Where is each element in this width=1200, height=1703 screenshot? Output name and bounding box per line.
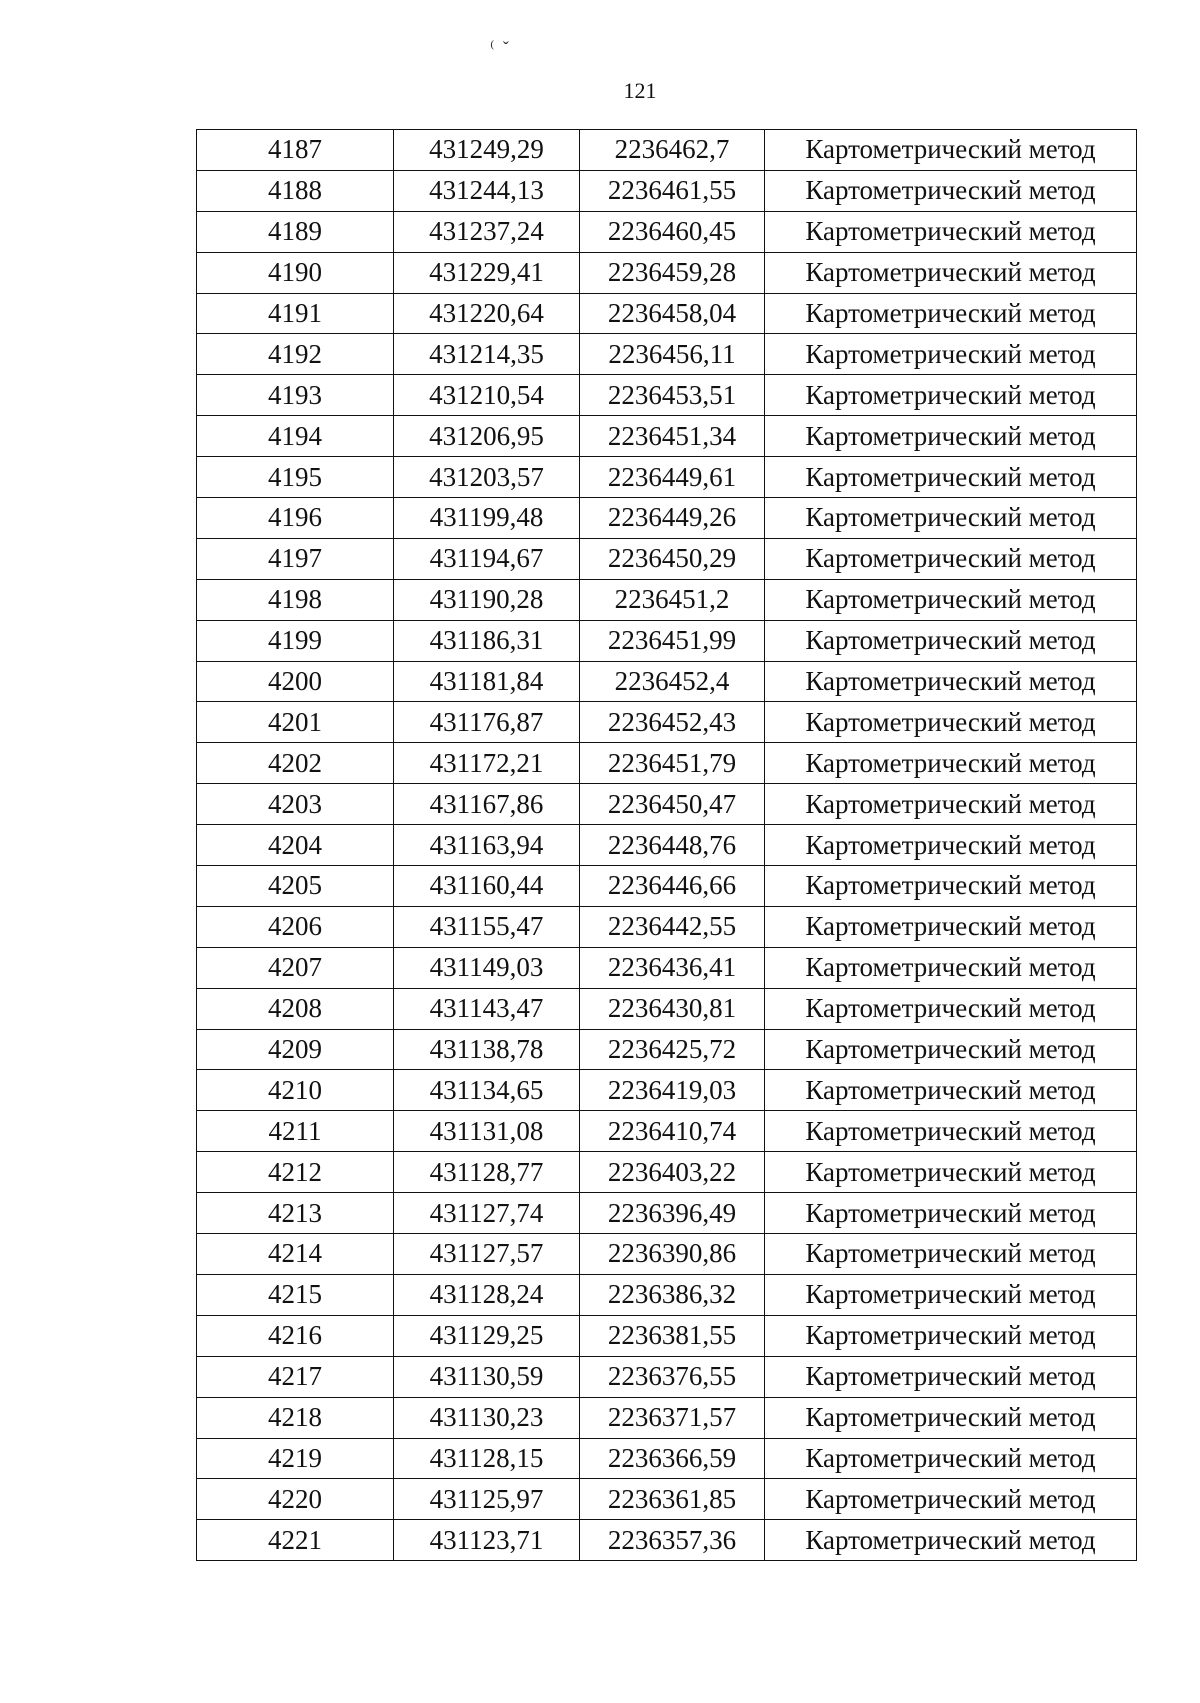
y-coordinate-cell: 2236442,55 (580, 906, 765, 947)
x-coordinate-cell: 431130,59 (394, 1356, 580, 1397)
point-number-cell: 4192 (197, 334, 394, 375)
point-number-cell: 4219 (197, 1438, 394, 1479)
table-row (197, 375, 1137, 416)
method-cell: Картометрический метод (765, 334, 1137, 375)
method-cell: Картометрический метод (765, 457, 1137, 498)
y-coordinate-cell: 2236430,81 (580, 988, 765, 1029)
method-cell: Картометрический метод (765, 947, 1137, 988)
point-number-cell: 4188 (197, 170, 394, 211)
table-row (197, 1152, 1137, 1193)
point-number-cell: 4216 (197, 1315, 394, 1356)
method-cell: Картометрический метод (765, 130, 1137, 171)
method-cell: Картометрический метод (765, 1520, 1137, 1561)
x-coordinate-cell: 431130,23 (394, 1397, 580, 1438)
method-cell: Картометрический метод (765, 1356, 1137, 1397)
method-cell: Картометрический метод (765, 293, 1137, 334)
x-coordinate-cell: 431134,65 (394, 1070, 580, 1111)
table-row (197, 620, 1137, 661)
x-coordinate-cell: 431125,97 (394, 1479, 580, 1520)
table-row (197, 825, 1137, 866)
y-coordinate-cell: 2236410,74 (580, 1111, 765, 1152)
method-cell: Картометрический метод (765, 1234, 1137, 1275)
coordinates-table (196, 129, 1137, 1561)
table-row (197, 1315, 1137, 1356)
point-number-cell: 4205 (197, 866, 394, 907)
point-number-cell: 4197 (197, 538, 394, 579)
table-row (197, 293, 1137, 334)
method-cell: Картометрический метод (765, 498, 1137, 539)
y-coordinate-cell: 2236436,41 (580, 947, 765, 988)
table-row (197, 906, 1137, 947)
method-cell: Картометрический метод (765, 743, 1137, 784)
method-cell: Картометрический метод (765, 170, 1137, 211)
point-number-cell: 4190 (197, 252, 394, 293)
point-number-cell: 4207 (197, 947, 394, 988)
table-row (197, 784, 1137, 825)
x-coordinate-cell: 431229,41 (394, 252, 580, 293)
method-cell: Картометрический метод (765, 866, 1137, 907)
table-row (197, 1029, 1137, 1070)
y-coordinate-cell: 2236462,7 (580, 130, 765, 171)
table-row (197, 1438, 1137, 1479)
y-coordinate-cell: 2236451,34 (580, 416, 765, 457)
x-coordinate-cell: 431172,21 (394, 743, 580, 784)
point-number-cell: 4218 (197, 1397, 394, 1438)
method-cell: Картометрический метод (765, 784, 1137, 825)
table-row (197, 1234, 1137, 1275)
x-coordinate-cell: 431129,25 (394, 1315, 580, 1356)
table-row (197, 1274, 1137, 1315)
method-cell: Картометрический метод (765, 1070, 1137, 1111)
x-coordinate-cell: 431149,03 (394, 947, 580, 988)
point-number-cell: 4210 (197, 1070, 394, 1111)
method-cell: Картометрический метод (765, 906, 1137, 947)
point-number-cell: 4202 (197, 743, 394, 784)
point-number-cell: 4189 (197, 211, 394, 252)
y-coordinate-cell: 2236361,85 (580, 1479, 765, 1520)
y-coordinate-cell: 2236381,55 (580, 1315, 765, 1356)
x-coordinate-cell: 431203,57 (394, 457, 580, 498)
point-number-cell: 4221 (197, 1520, 394, 1561)
y-coordinate-cell: 2236403,22 (580, 1152, 765, 1193)
x-coordinate-cell: 431249,29 (394, 130, 580, 171)
x-coordinate-cell: 431210,54 (394, 375, 580, 416)
method-cell: Картометрический метод (765, 1152, 1137, 1193)
table-row (197, 702, 1137, 743)
x-coordinate-cell: 431143,47 (394, 988, 580, 1029)
point-number-cell: 4217 (197, 1356, 394, 1397)
y-coordinate-cell: 2236376,55 (580, 1356, 765, 1397)
table-row (197, 1111, 1137, 1152)
y-coordinate-cell: 2236453,51 (580, 375, 765, 416)
y-coordinate-cell: 2236357,36 (580, 1520, 765, 1561)
page-mark: ⁽ ˇ (490, 38, 511, 58)
x-coordinate-cell: 431160,44 (394, 866, 580, 907)
y-coordinate-cell: 2236396,49 (580, 1193, 765, 1234)
point-number-cell: 4193 (197, 375, 394, 416)
point-number-cell: 4203 (197, 784, 394, 825)
point-number-cell: 4220 (197, 1479, 394, 1520)
point-number-cell: 4191 (197, 293, 394, 334)
point-number-cell: 4213 (197, 1193, 394, 1234)
y-coordinate-cell: 2236452,4 (580, 661, 765, 702)
x-coordinate-cell: 431214,35 (394, 334, 580, 375)
point-number-cell: 4194 (197, 416, 394, 457)
y-coordinate-cell: 2236451,2 (580, 579, 765, 620)
y-coordinate-cell: 2236450,29 (580, 538, 765, 579)
y-coordinate-cell: 2236450,47 (580, 784, 765, 825)
method-cell: Картометрический метод (765, 1193, 1137, 1234)
table-row (197, 743, 1137, 784)
table-row (197, 457, 1137, 498)
table-row (197, 170, 1137, 211)
method-cell: Картометрический метод (765, 1315, 1137, 1356)
x-coordinate-cell: 431138,78 (394, 1029, 580, 1070)
point-number-cell: 4196 (197, 498, 394, 539)
table-row (197, 947, 1137, 988)
point-number-cell: 4204 (197, 825, 394, 866)
y-coordinate-cell: 2236461,55 (580, 170, 765, 211)
table-row (197, 211, 1137, 252)
x-coordinate-cell: 431194,67 (394, 538, 580, 579)
point-number-cell: 4208 (197, 988, 394, 1029)
table-row (197, 1479, 1137, 1520)
x-coordinate-cell: 431186,31 (394, 620, 580, 661)
y-coordinate-cell: 2236449,61 (580, 457, 765, 498)
table-row (197, 130, 1137, 171)
x-coordinate-cell: 431190,28 (394, 579, 580, 620)
method-cell: Картометрический метод (765, 375, 1137, 416)
x-coordinate-cell: 431244,13 (394, 170, 580, 211)
x-coordinate-cell: 431127,74 (394, 1193, 580, 1234)
method-cell: Картометрический метод (765, 620, 1137, 661)
y-coordinate-cell: 2236446,66 (580, 866, 765, 907)
x-coordinate-cell: 431163,94 (394, 825, 580, 866)
x-coordinate-cell: 431128,15 (394, 1438, 580, 1479)
y-coordinate-cell: 2236451,79 (580, 743, 765, 784)
point-number-cell: 4201 (197, 702, 394, 743)
point-number-cell: 4198 (197, 579, 394, 620)
table-row (197, 1520, 1137, 1561)
method-cell: Картометрический метод (765, 252, 1137, 293)
method-cell: Картометрический метод (765, 1111, 1137, 1152)
x-coordinate-cell: 431199,48 (394, 498, 580, 539)
page-number: 121 (623, 78, 657, 103)
table-row (197, 579, 1137, 620)
x-coordinate-cell: 431131,08 (394, 1111, 580, 1152)
method-cell: Картометрический метод (765, 416, 1137, 457)
table-row (197, 1397, 1137, 1438)
y-coordinate-cell: 2236456,11 (580, 334, 765, 375)
y-coordinate-cell: 2236390,86 (580, 1234, 765, 1275)
table-row (197, 334, 1137, 375)
x-coordinate-cell: 431127,57 (394, 1234, 580, 1275)
table-row (197, 498, 1137, 539)
y-coordinate-cell: 2236460,45 (580, 211, 765, 252)
point-number-cell: 4209 (197, 1029, 394, 1070)
point-number-cell: 4195 (197, 457, 394, 498)
method-cell: Картометрический метод (765, 702, 1137, 743)
point-number-cell: 4199 (197, 620, 394, 661)
y-coordinate-cell: 2236366,59 (580, 1438, 765, 1479)
method-cell: Картометрический метод (765, 211, 1137, 252)
x-coordinate-cell: 431220,64 (394, 293, 580, 334)
table-row (197, 1356, 1137, 1397)
x-coordinate-cell: 431206,95 (394, 416, 580, 457)
x-coordinate-cell: 431167,86 (394, 784, 580, 825)
coordinates-table-body (197, 130, 1137, 1561)
x-coordinate-cell: 431155,47 (394, 906, 580, 947)
y-coordinate-cell: 2236449,26 (580, 498, 765, 539)
x-coordinate-cell: 431128,24 (394, 1274, 580, 1315)
method-cell: Картометрический метод (765, 1479, 1137, 1520)
table-row (197, 416, 1137, 457)
x-coordinate-cell: 431128,77 (394, 1152, 580, 1193)
y-coordinate-cell: 2236386,32 (580, 1274, 765, 1315)
table-row (197, 538, 1137, 579)
method-cell: Картометрический метод (765, 1029, 1137, 1070)
point-number-cell: 4187 (197, 130, 394, 171)
y-coordinate-cell: 2236419,03 (580, 1070, 765, 1111)
y-coordinate-cell: 2236452,43 (580, 702, 765, 743)
y-coordinate-cell: 2236425,72 (580, 1029, 765, 1070)
table-row (197, 1070, 1137, 1111)
x-coordinate-cell: 431123,71 (394, 1520, 580, 1561)
table-row (197, 1193, 1137, 1234)
point-number-cell: 4212 (197, 1152, 394, 1193)
point-number-cell: 4211 (197, 1111, 394, 1152)
point-number-cell: 4200 (197, 661, 394, 702)
method-cell: Картометрический метод (765, 988, 1137, 1029)
method-cell: Картометрический метод (765, 538, 1137, 579)
x-coordinate-cell: 431237,24 (394, 211, 580, 252)
method-cell: Картометрический метод (765, 1397, 1137, 1438)
y-coordinate-cell: 2236459,28 (580, 252, 765, 293)
y-coordinate-cell: 2236371,57 (580, 1397, 765, 1438)
x-coordinate-cell: 431181,84 (394, 661, 580, 702)
table-row (197, 252, 1137, 293)
method-cell: Картометрический метод (765, 825, 1137, 866)
table-row (197, 866, 1137, 907)
method-cell: Картометрический метод (765, 1438, 1137, 1479)
point-number-cell: 4214 (197, 1234, 394, 1275)
table-row (197, 988, 1137, 1029)
y-coordinate-cell: 2236458,04 (580, 293, 765, 334)
y-coordinate-cell: 2236448,76 (580, 825, 765, 866)
point-number-cell: 4215 (197, 1274, 394, 1315)
method-cell: Картометрический метод (765, 661, 1137, 702)
method-cell: Картометрический метод (765, 579, 1137, 620)
method-cell: Картометрический метод (765, 1274, 1137, 1315)
table-row (197, 661, 1137, 702)
point-number-cell: 4206 (197, 906, 394, 947)
x-coordinate-cell: 431176,87 (394, 702, 580, 743)
y-coordinate-cell: 2236451,99 (580, 620, 765, 661)
